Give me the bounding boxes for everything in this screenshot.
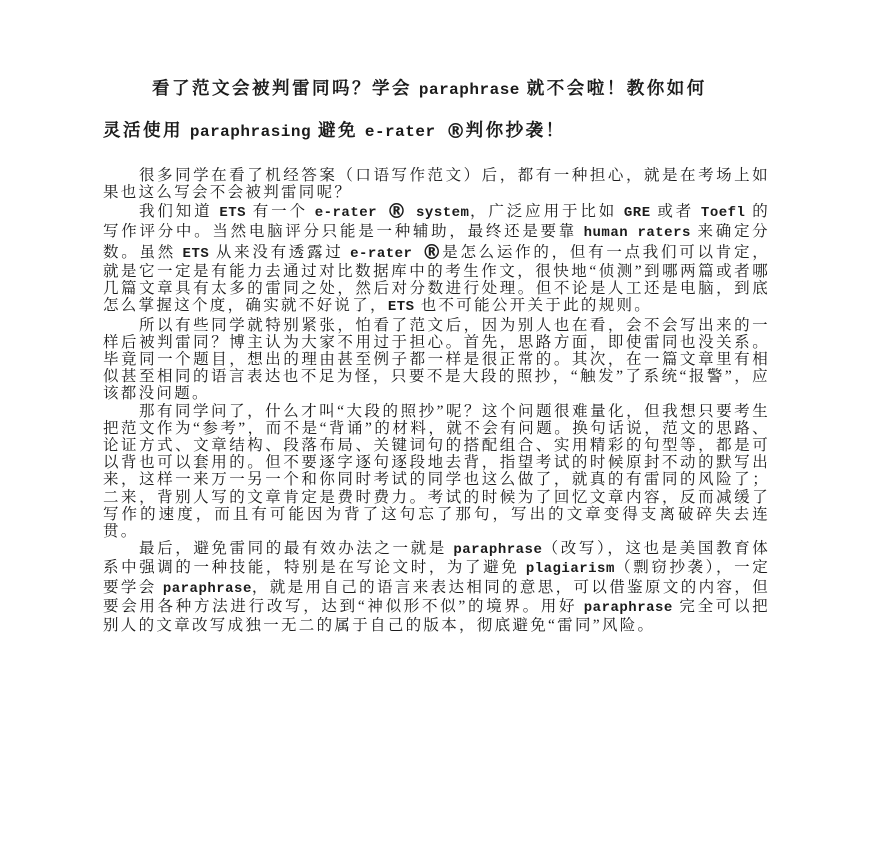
registered-trademark-icon: ® [421,239,442,264]
paragraph [103,201,770,316]
text-run-chinese: 就不会啦！教你如何 [519,78,707,98]
text-run-chinese: 来确定分数。虽然 [103,222,770,261]
text-run-chinese: 灵活使用 [103,120,190,140]
text-run-english: paraphrase [583,599,673,616]
text-run-english: e-rater [350,245,422,262]
text-run-chinese: （改写），这也是美国教育体系中强调的一种技能，特别是在写论文时，为了避免 [103,540,770,577]
article-title-line [103,68,770,110]
text-run-english: human raters [583,224,691,241]
paragraph [103,167,770,201]
text-run-english: Toefl [700,205,746,222]
text-run-chinese: ，就是用自己的语言来表达相同的意思，可以借鉴原文的内容，但要会用各种方法进行改写，达到“神似形不似”的境界。用好 [103,578,770,615]
text-run-chinese: 从来没有透露过 [209,243,351,261]
text-run-chinese: 的写作评分中。当然电脑评分只能是一种辅助，最终还是要靠 [103,203,770,240]
text-run-chinese: ，广泛应用于比如 [469,203,624,221]
text-run-chinese: 那有同学问了，什么才叫“大段的照抄”呢？这个问题很难量化，但我想只要考生把范文作为“参考”，而不是“背诵”的材料，就不会有问题。换句话说，范文的思路、论证方式、文章结构、段落布局、关键词句的搭配组合、实用精彩的句型等，都是可以背也可以套用的。但不要逐字逐句逐段地去背，指望考试的时候原封不动的默写出来，这样一来万一另一个和你同时考试的同学也这么做了，就真的有雷同的风险了；二来，背别人写的文章肯定是费时费力。考试的时候为了回忆文章内容，反而减缓了写作的速度，而且有可能因为背了这句忘了那句，写出的文章变得支离破碎失去连贯。 [103,402,770,541]
text-run-chinese: 我们知道 [139,203,220,221]
paragraph [103,540,770,634]
text-run-english: paraphrase [162,580,252,597]
paragraph [103,317,770,403]
text-run-chinese: （剽窃抄袭），一定要学会 [103,559,771,596]
text-run-chinese: 有一个 [246,203,315,221]
registered-trademark-icon: ® [445,119,466,143]
text-run-chinese: 完全可以把别人的文章改写成独一无二的属于自己的版本，彻底避免“雷同”风险。 [103,597,770,635]
text-run-english: system [406,205,470,222]
text-run-chinese: 是怎么运作的，但有一点我们可以肯定，就是它一定是有能力去通过对比数据库中的考生作文，很快地“侦测”到哪两篇或者哪几篇文章具有太多的雷同之处，然后对分数进行处理。但不论是人工还是电脑，到底怎么掌握这个度，确实就不好说了， [103,243,770,315]
text-run-english: e-rater [364,123,446,141]
paragraph [103,403,770,541]
text-run-chinese: 判你抄袭！ [465,120,566,140]
text-run-chinese: 所以有些同学就特别紧张，怕看了范文后，因为别人也在看，会不会写出来的一样后被判雷同？博主认为大家不用过于担心。首先，思路方面，即使雷同也没关系。毕竟同一个题目，想出的理由甚至例子都一样是很正常的。其次，在一篇文章里有相似甚至相同的语言表达也不足为怪，只要不是大段的照抄，“触发”了系统“报警”，应该都没问题。 [103,316,770,403]
text-run-english: paraphrase [418,81,520,99]
article-title [103,68,770,152]
text-run-english: ETS [219,205,247,222]
text-run-english: paraphrase [453,542,543,559]
text-run-english: paraphrasing [189,123,312,141]
text-run-chinese: 很多同学在看了机经答案（口语写作范文）后，都有一种担心，就是在考场上如果也这么写会不会被判雷同呢？ [103,167,770,202]
article-body [103,167,770,634]
text-run-english: e-rater [314,205,387,222]
text-run-english: GRE [623,205,651,222]
text-run-chinese: 或者 [650,203,701,221]
registered-trademark-icon: ® [386,199,407,224]
text-run-chinese: 避免 [311,120,365,140]
text-run-chinese: 看了范文会被判雷同吗？学会 [152,78,419,98]
text-run-english: ETS [387,299,415,316]
text-run-chinese: 也不可能公开关于此的规则。 [414,297,653,315]
text-run-english: ETS [182,245,210,262]
article-title-line [103,110,770,152]
text-run-english: plagiarism [525,561,615,578]
text-run-chinese: 最后，避免雷同的最有效办法之一就是 [139,540,454,558]
